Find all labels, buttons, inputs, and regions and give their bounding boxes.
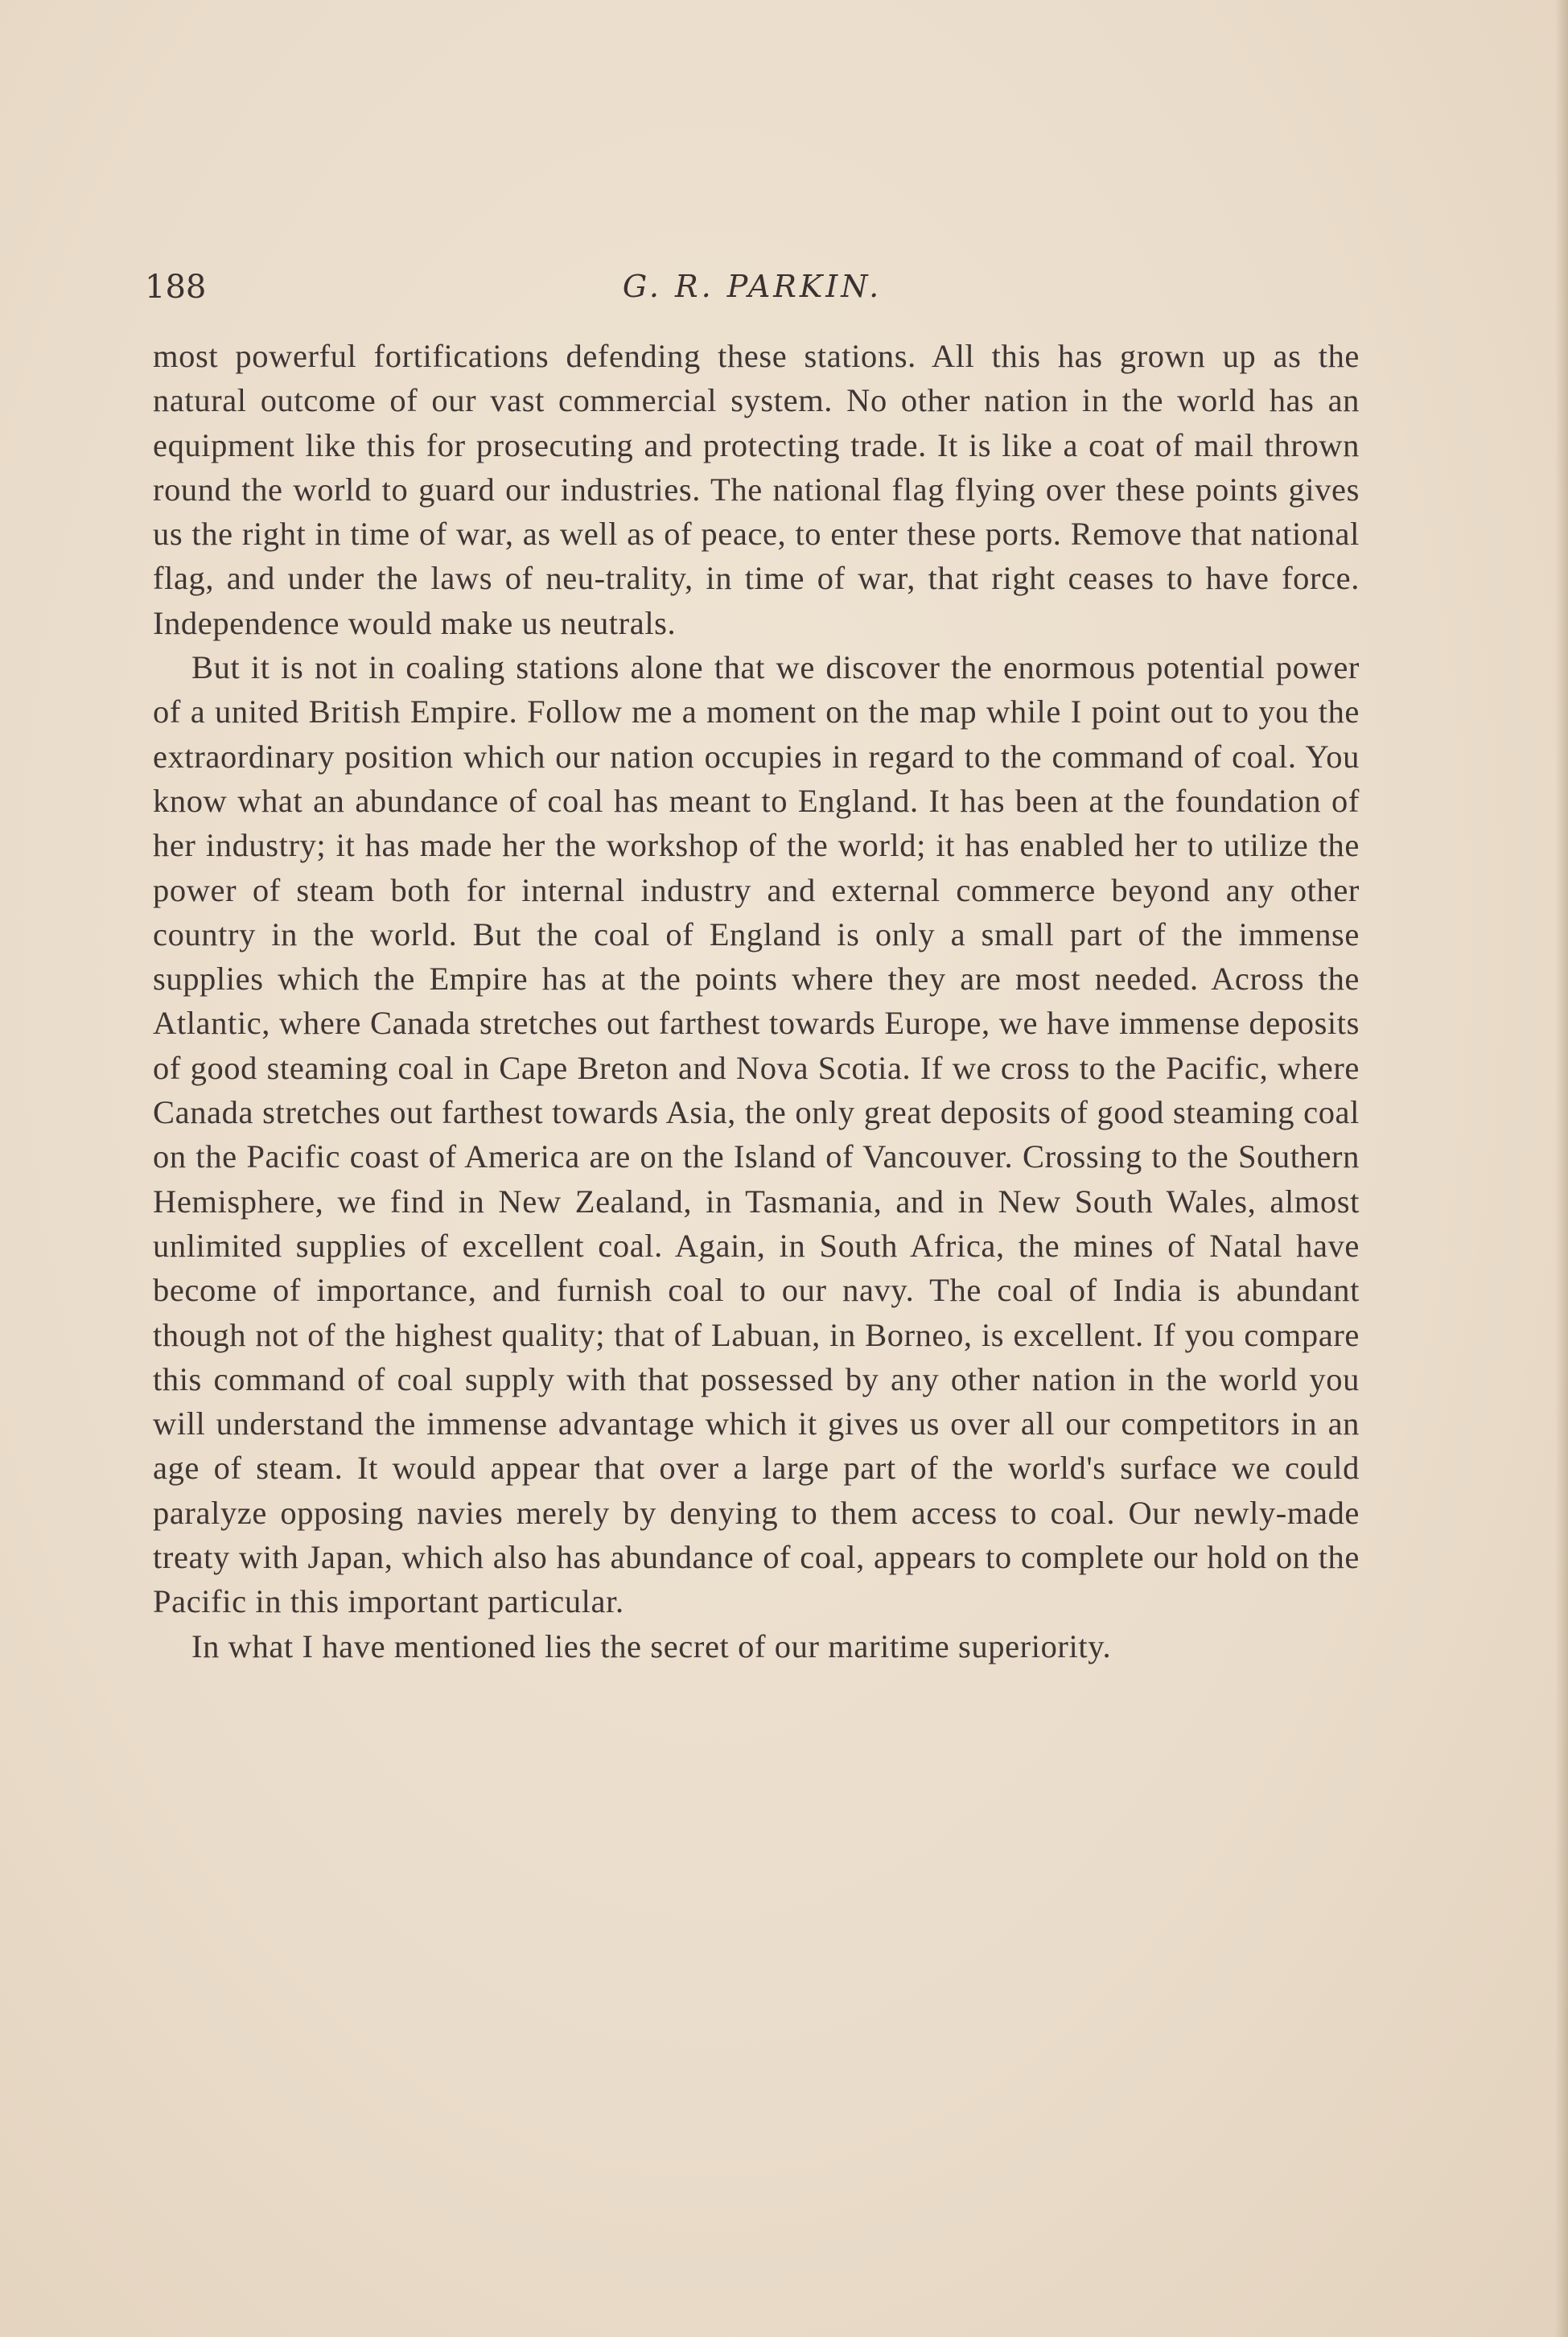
paragraph-2: But it is not in coaling stations alone that we discover the enormous potential power of a united British Empire. Follow me a moment on the map while I point out to you the extraordinary position which our nation occupies in regard to the command of coal. You know what an abundance of coal has meant to England. It has been at the foundation of her industry; it has made her the workshop of the world; it has enabled her to utilize the power of steam both for internal industry and external commerce beyond any other country in the world. But the coal of England is only a small part of the immense supplies which the Empire has at the points where they are most needed. Across the Atlantic, where Canada stretches out farthest towards Europe, we have immense deposits of good steaming coal in Cape Breton and Nova Scotia. If we cross to the Pacific, where Canada stretches out farthest towards Asia, the only great deposits of good steaming coal on the Pacific coast of America are on the Island of Vancouver. Crossing to the Southern Hemisphere, we find in New Zealand, in Tasmania, and in New South Wales, almost unlimited supplies of excellent coal. Again, in South Africa, the mines of Natal have become of importance, and furnish coal to our navy. The coal of India is abundant though not of the highest quality; that of Labuan, in Borneo, is excellent. If you compare this command of coal supply with that possessed by any other nation in the world you will understand the immense advantage which it gives us over all our competitors in an age of steam. It would appear that over a large part of the world's surface we could paralyze opposing navies merely by denying to them access to coal. Our newly-made treaty with Japan, which also has abundance of coal, appears to complete our hold on the Pacific in this important particular.: [153, 649, 1360, 1620]
page-edge-shadow: [1555, 0, 1568, 2337]
running-head: [145, 265, 1360, 314]
page-number: 188: [145, 269, 207, 306]
paragraph-1: most powerful fortifications defending these stations. All this has grown up as the natural outcome of our vast commercial system. No other nation in the world has an equipment like this for prosecuting and protecting trade. It is like a coat of mail thrown round the world to guard our industries. The national flag flying over these points gives us the right in time of war, as well as of peace, to enter these ports. Remove that national flag, and under the laws of neu-trality, in time of war, that right ceases to have force. Independence would make us neutrals.: [153, 338, 1360, 641]
body-text: [153, 334, 1360, 1668]
paragraph-3: In what I have mentioned lies the secret of our maritime superiority.: [191, 1627, 1112, 1664]
running-title: G. R. PARKIN.: [622, 269, 883, 304]
